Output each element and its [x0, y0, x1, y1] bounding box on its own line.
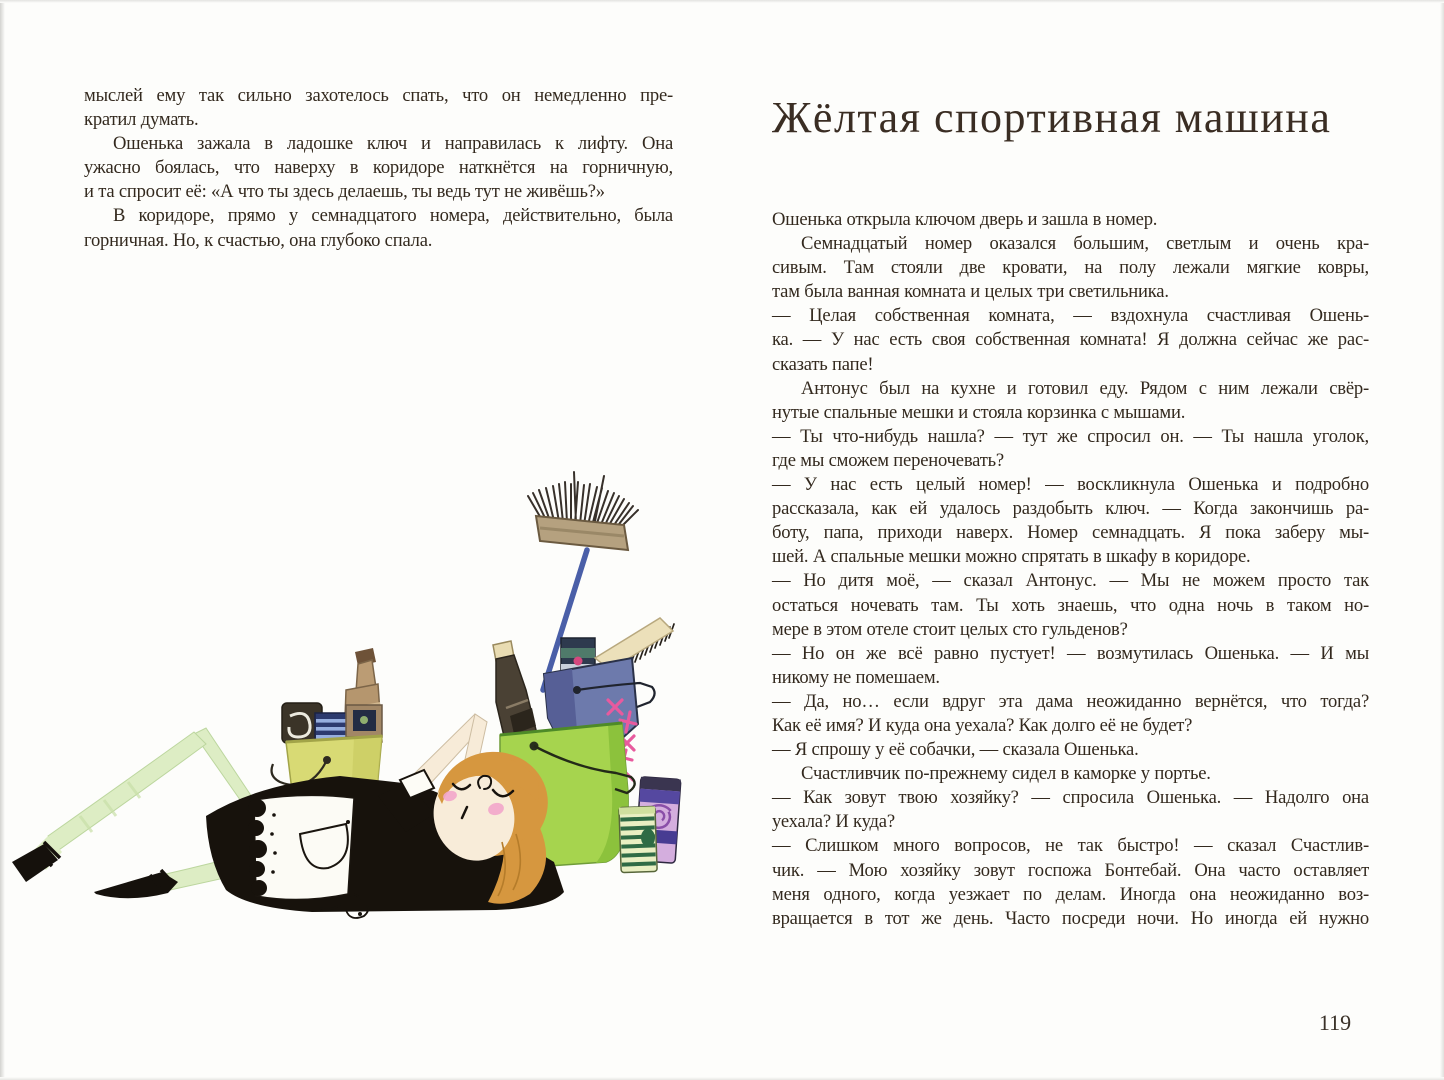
paragraph — [772, 304, 1369, 376]
text-line: Счастливчик по-прежнему сидел в каморке у портье. — [801, 763, 1211, 785]
paragraph — [84, 84, 673, 132]
text-line: ужасно боялась, что наверху в коридоре наткнётся на горничную, — [84, 157, 673, 179]
paragraph — [772, 232, 1369, 304]
text-line: — Как зовут твою хозяйку? — спросила Ошенька. — Надолго она — [772, 787, 1369, 809]
text-line: — У нас есть целый номер! — воскликнула Ошенька и подробно — [772, 474, 1369, 496]
text-line: Как её имя? И куда она уехала? Как долго её не будет? — [772, 714, 1193, 736]
text-line: Антонус был на кухне и готовил еду. Рядом с ним лежали свёр- — [801, 377, 1369, 399]
text-line: Ошенька открыла ключом дверь и зашла в номер. — [772, 209, 1158, 230]
text-line: — Но дитя моё, — сказал Антонус. — Мы не можем просто так — [772, 570, 1369, 592]
text-line: В коридоре, прямо у семнадцатого номера, действительно, была — [113, 205, 673, 227]
text-line: ка. — У нас есть своя собственная комната! Я должна сейчас же рас- — [772, 329, 1369, 351]
text-line: — Слишком много вопросов, не так быстро! — сказал Счастлив- — [772, 835, 1369, 857]
text-line: нутые спальные мешки и стояла корзинка с мышами. — [772, 401, 1186, 423]
text-line: где мы сможем переночевать? — [772, 449, 1004, 471]
paragraph — [772, 377, 1369, 425]
scan-edge-top — [0, 0, 1444, 3]
scan-edge-right — [1440, 0, 1444, 1080]
text-line: мере в этом отеле стоит целых сто гульденов? — [772, 618, 1128, 640]
text-line: — Я спрошу у её собачки, — сказала Ошенька. — [772, 739, 1139, 761]
page-number: 119 — [1318, 1010, 1352, 1035]
green-striped-can — [619, 806, 657, 872]
text-line: Семнадцатый номер оказался большим, светлым и очень кра- — [801, 233, 1369, 255]
text-line: мыслей ему так сильно захотелось спать, что он немедленно пре- — [84, 85, 673, 106]
paragraph — [772, 762, 1369, 786]
paragraph — [772, 786, 1369, 834]
text-line: чик. — Мою хозяйку зовут госпожа Бонтебай. Она часто оставляет — [772, 859, 1369, 881]
text-line: — Целая собственная комната, — вздохнула счастливая Ошень- — [772, 305, 1369, 327]
left-page-text — [84, 84, 673, 253]
shoe-right — [94, 870, 178, 898]
text-line: — Но он же всё равно пустует! — возмутилась Ошенька. — И мы — [772, 642, 1369, 664]
right-page-text — [772, 208, 1369, 931]
paragraph — [84, 204, 673, 252]
text-line: там была ванная комната и целых три светильника. — [772, 281, 1169, 303]
text-line: — Да, но… если вдруг эта дама неожиданно вернётся, что тогда? — [772, 690, 1369, 712]
text-line: остаться ночевать там. Ты хоть знаешь, что одна ночь в таком но- — [772, 594, 1369, 616]
brown-box — [346, 705, 382, 737]
paragraph — [772, 642, 1369, 690]
paragraph — [772, 569, 1369, 641]
text-line: кратил думать. — [84, 109, 199, 131]
text-line: сивым. Там стояли две кровати, на полу лежали мягкие ковры, — [772, 257, 1369, 279]
text-line: вращается в тот же день. Часто посреди ночи. Но иногда ей нужно — [772, 907, 1369, 929]
text-line: рассказала, как ей удалось раздобыть ключ. — Когда закончишь ра- — [772, 498, 1369, 520]
text-line: шей. А спальные мешки можно спрятать в шкафу в коридоре. — [772, 546, 1251, 568]
scan-edge-left — [0, 0, 5, 1080]
text-line: и та спросит её: «А что ты здесь делаешь, ты ведь тут не живёшь?» — [84, 181, 605, 203]
text-line: сказать папе! — [772, 353, 874, 375]
paragraph — [772, 690, 1369, 738]
text-line: меня одного, когда уезжает по делам. Иногда она неожиданно воз- — [772, 883, 1369, 905]
paragraph — [772, 738, 1369, 762]
text-line: Ошенька зажала в ладошке ключ и направилась к лифту. Она — [113, 133, 673, 155]
text-line: никому не помешаем. — [772, 666, 940, 688]
text-line: — Ты что-нибудь нашла? — тут же спросил он. — Ты нашла уголок, — [772, 425, 1369, 447]
text-line: уехала? И куда? — [772, 811, 895, 833]
paragraph — [772, 208, 1369, 232]
chapter-title: Жёлтая спортивная машина — [772, 93, 1332, 142]
illustration-sleeping-chambermaid — [10, 462, 710, 982]
paragraph — [772, 425, 1369, 473]
text-line: боту, папа, приходи наверх. Номер семнадцать. Я пока заберу мы- — [772, 522, 1369, 544]
paragraph — [772, 473, 1369, 569]
text-line: горничная. Но, к счастью, она глубоко спала. — [84, 229, 433, 251]
paragraph — [772, 834, 1369, 930]
white-apron — [248, 795, 354, 899]
paragraph — [84, 132, 673, 204]
